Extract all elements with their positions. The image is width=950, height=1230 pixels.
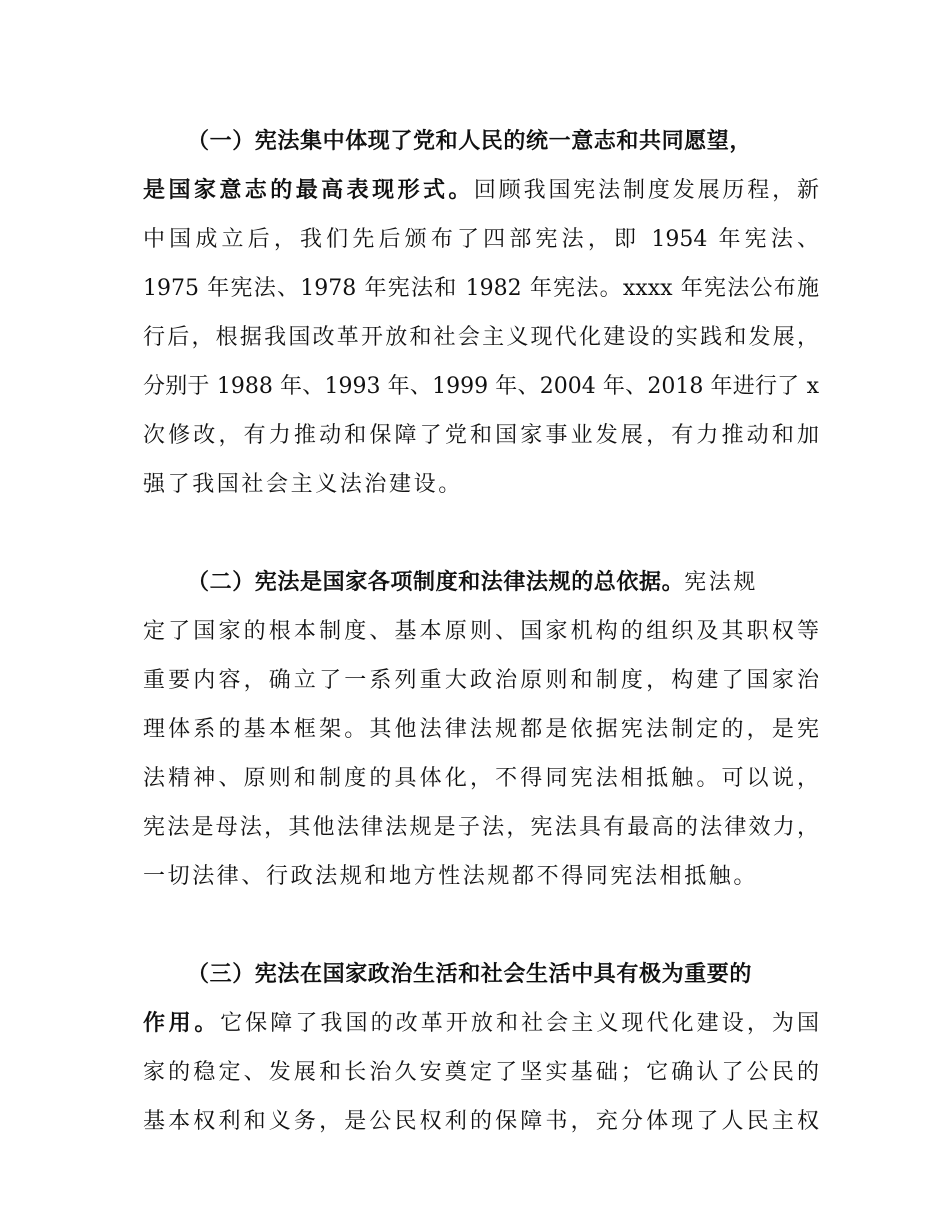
paragraph-gap (143, 509, 819, 558)
text-line (143, 607, 819, 656)
document-body (143, 117, 819, 1146)
line-text: 它保障了我国的改革开放和社会主义现代化建设，为国 (220, 1011, 819, 1036)
line-text: 定了国家的根本制度、基本原则、国家机构的组织及其职权等 (143, 619, 819, 644)
text-line (143, 460, 819, 509)
text-line (143, 411, 819, 460)
line-text: 一切法律、行政法规和地方性法规都不得同宪法相抵触。 (143, 864, 759, 889)
text-line (143, 117, 819, 166)
bold-heading: （二）宪法是国家各项制度和法律法规的总依据。 (187, 570, 685, 595)
line-text: 行后，根据我国改革开放和社会主义现代化建设的实践和发展， (143, 325, 819, 350)
paragraph-gap (143, 901, 819, 950)
paragraph-3 (143, 950, 819, 1146)
text-line (143, 215, 819, 264)
text-line (143, 656, 819, 705)
text-line (143, 852, 819, 901)
paragraph-1 (143, 117, 819, 509)
line-text: 宪法规 (684, 570, 759, 595)
text-line (143, 264, 819, 313)
text-line (143, 705, 819, 754)
line-text: 1975 年宪法、1978 年宪法和 1982 年宪法。xxxx 年宪法公布施 (143, 276, 819, 301)
line-text: 理体系的基本框架。其他法律法规都是依据宪法制定的，是宪 (143, 717, 819, 742)
text-line (143, 803, 819, 852)
text-line (143, 1048, 819, 1097)
line-text: 宪法是母法，其他法律法规是子法，宪法具有最高的法律效力， (143, 815, 819, 840)
line-text: 次修改，有力推动和保障了党和国家事业发展，有力推动和加 (143, 423, 819, 448)
text-line (143, 362, 819, 411)
text-line (143, 950, 819, 999)
text-line (143, 999, 819, 1048)
line-text: 强了我国社会主义法治建设。 (143, 472, 463, 497)
line-text: 家的稳定、发展和长治久安奠定了坚实基础；它确认了公民的 (143, 1060, 819, 1085)
line-text: 法精神、原则和制度的具体化，不得同宪法相抵触。可以说， (143, 766, 819, 791)
paragraph-2 (143, 558, 819, 901)
bold-heading: 是国家意志的最高表现形式。 (143, 178, 474, 203)
text-line (143, 166, 819, 215)
text-line (143, 313, 819, 362)
text-line (143, 558, 819, 607)
bold-heading: （三）宪法在国家政治生活和社会生活中具有极为重要的 (187, 962, 753, 987)
line-text: 基本权利和义务，是公民权利的保障书，充分体现了人民主权 (143, 1109, 819, 1134)
line-text: 重要内容，确立了一系列重大政治原则和制度，构建了国家治 (143, 668, 819, 693)
line-text: 中国成立后，我们先后颁布了四部宪法，即 1954 年宪法、 (143, 227, 819, 252)
text-line (143, 1097, 819, 1146)
text-line (143, 754, 819, 803)
line-text: 回顾我国宪法制度发展历程，新 (473, 178, 819, 203)
bold-heading: 作用。 (143, 1011, 221, 1036)
bold-heading: （一）宪法集中体现了党和人民的统一意志和共同愿望， (187, 129, 753, 154)
line-text: 分别于 1988 年、1993 年、1999 年、2004 年、2018 年进行了 x (143, 374, 819, 399)
